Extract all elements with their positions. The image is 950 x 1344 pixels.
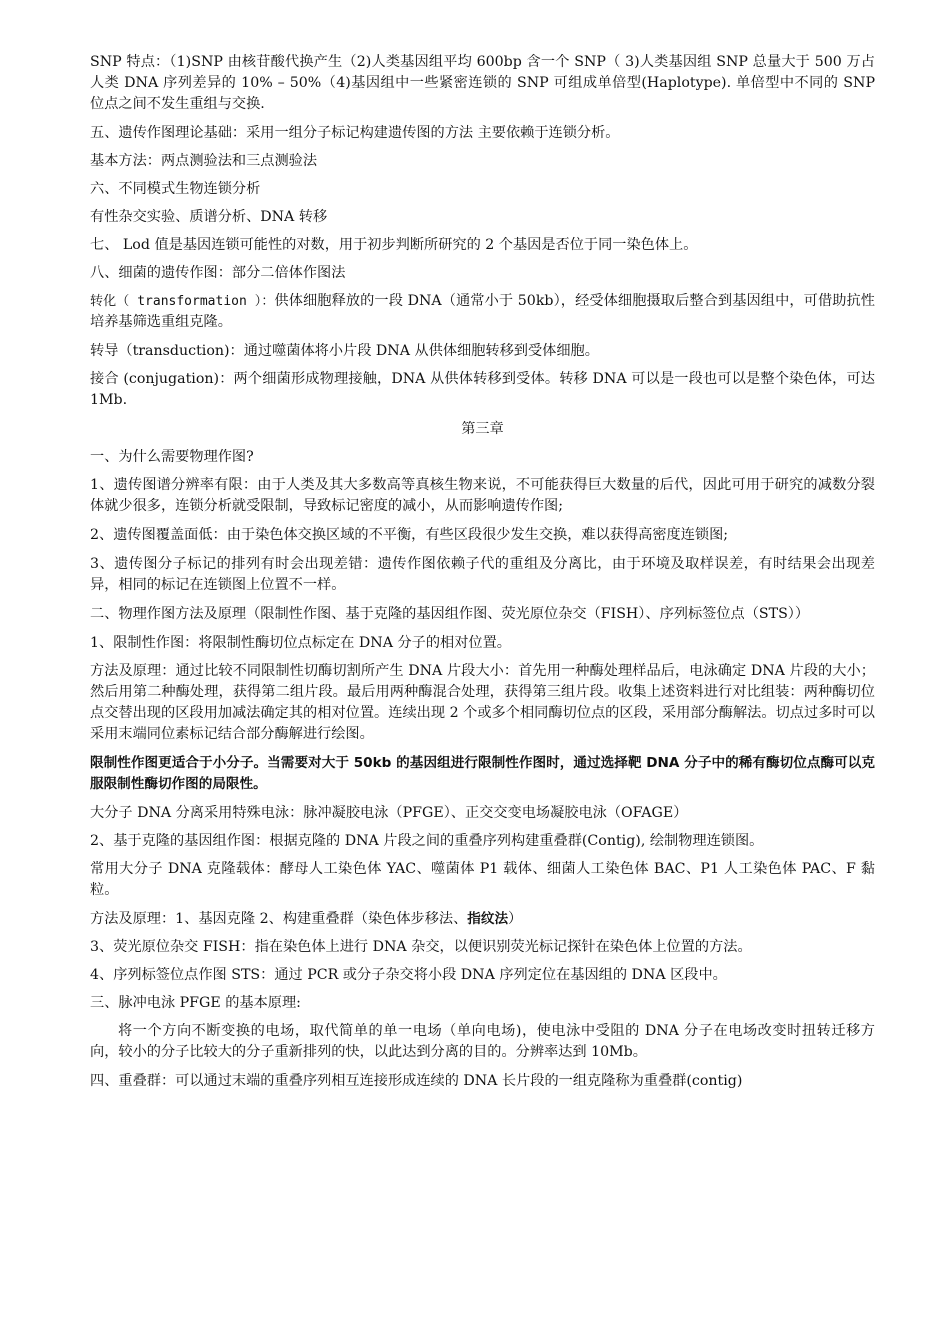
transformation-label: 转化（ transformation ）： [90,294,275,309]
clone-based-mapping: 2、基于克隆的基因组作图：根据克隆的 DNA 片段之间的重叠序列构建重叠群(Contig), 绘制物理连锁图。 [90,833,764,849]
restriction-mapping: 1、限制性作图：将限制性酶切位点标定在 DNA 分子的相对位置。 [90,635,511,651]
chapter3-question-2: 二、物理作图方法及原理（限制性作图、基于克隆的基因组作图、荧光原位杂交（FISH）、序列标签位点（STS）） [90,606,810,622]
conjugation-paragraph: 接合 (conjugation)：两个细菌形成物理接触，DNA 从供体转移到受体。转移 DNA 可以是一段也可以是整个染色体，可达 1Mb. [90,371,875,408]
transduction-paragraph: 转导（transduction)：通过噬菌体将小片段 DNA 从供体细胞转移到受体细胞。 [90,343,599,359]
chapter3-question-3: 三、脉冲电泳 PFGE 的基本原理: [90,995,301,1011]
clone-method-close: ） [508,911,523,927]
section-5-heading: 五、遗传作图理论基础：采用一组分子标记构建遗传图的方法 主要依赖于连锁分析。 [90,125,620,141]
pfge-separation: 大分子 DNA 分离采用特殊电泳：脉冲凝胶电泳（PFGE）、正交交变电场凝胶电泳（OFAGE） [90,805,688,821]
cloning-vectors: 常用大分子 DNA 克隆载体：酵母人工染色体 YAC、噬菌体 P1 载体、细菌人工染色体 BAC、P1 人工染色体 PAC、F 黏粒。 [90,861,875,898]
transformation-text: 供体细胞释放的一段 DNA（通常小于 50kb），经受体细胞摄取后整合到基因组中，可借助抗性培养基筛选重组克隆。 [90,293,875,330]
fingerprint-method: 指纹法 [467,911,509,927]
chapter3-point-1: 1、遗传图谱分辨率有限：由于人类及其大多数高等真核生物来说，不可能获得巨大数量的后代，因此可用于研究的减数分裂体就少很多，连锁分析就受限制，导致标记密度的减小，从而影响遗传作图; [90,477,875,514]
pfge-principle: 将一个方向不断变换的电场，取代简单的单一电场（单向电场)，使电泳中受阻的 DNA 分子在电场改变时扭转迁移方向，较小的分子比较大的分子重新排列的快，以此达到分离的目的。分辨率达到 10Mb。 [90,1023,875,1060]
restriction-mapping-note: 限制性作图更适合于小分子。当需要对大于 50kb 的基因组进行限制性作图时，通过选择靶 DNA 分子中的稀有酶切位点酶可以克服限制性酶切作图的局限性。 [90,755,875,792]
section-8-heading: 八、细菌的遗传作图：部分二倍体作图法 [90,265,346,281]
restriction-mapping-method: 方法及原理：通过比较不同限制性切酶切割所产生 DNA 片段大小：首先用一种酶处理样品后，电泳确定 DNA 片段的大小；然后用第二种酶处理，获得第二组片段。最后用两种酶混合处理，获得第三组片段。收集上述资料进行对比组装：两种酶切位点交替出现的区段用加减法确定其的相对位置。连续出现 2 个或多个相同酶切位点的区段，采用部分酶解法。切点过多时可以采用末端同位素标记结合部分酶解进行绘图。 [90,663,875,742]
chapter3-question-1: 一、为什么需要物理作图? [90,449,254,465]
section-7-lod: 七、 Lod 值是基因连锁可能性的对数，用于初步判断所研究的 2 个基因是否位于同一染色体上。 [90,237,698,253]
chapter3-point-2: 2、遗传图覆盖面低：由于染色体交换区域的不平衡，有些区段很少发生交换，难以获得高密度连锁图; [90,527,729,543]
sts-mapping: 4、序列标签位点作图 STS：通过 PCR 或分子杂交将小段 DNA 序列定位在基因组的 DNA 区段中。 [90,967,727,983]
clone-method-text: 方法及原理：1、基因克隆 2、构建重叠群（染色体步移法、 [90,911,468,927]
section-6-heading: 六、不同模式生物连锁分析 [90,181,261,197]
section-6-items: 有性杂交实验、质谱分析、DNA 转移 [90,209,328,225]
chapter-3-title: 第三章 [461,421,504,437]
section-5-method: 基本方法：两点测验法和三点测验法 [90,153,318,169]
transformation-paragraph [90,291,875,333]
document-page [90,52,875,1100]
snp-features-paragraph: SNP 特点：（1)SNP 由核苷酸代换产生（2)人类基因组平均 600bp 含一个 SNP（ 3)人类基因组 SNP 总量大于 500 万占人类 DNA 序列差异的 10% – 50%（4)基因组中一些紧密连锁的 SNP 可组成单倍型(Haplotype). 单倍型中不同的 SNP 位点之间不发生重组与交换. [90,54,875,112]
clone-mapping-method [90,909,875,930]
fish-mapping: 3、荧光原位杂交 FISH：指在染色体上进行 DNA 杂交，以便识别荧光标记探针在染色体上位置的方法。 [90,939,752,955]
contig-definition: 四、重叠群：可以通过末端的重叠序列相互连接形成连续的 DNA 长片段的一组克隆称为重叠群(contig) [90,1073,743,1089]
chapter3-point-3: 3、遗传图分子标记的排列有时会出现差错：遗传作图依赖子代的重组及分离比，由于环境及取样误差，有时结果会出现差异，相同的标记在连锁图上位置不一样。 [90,556,875,593]
